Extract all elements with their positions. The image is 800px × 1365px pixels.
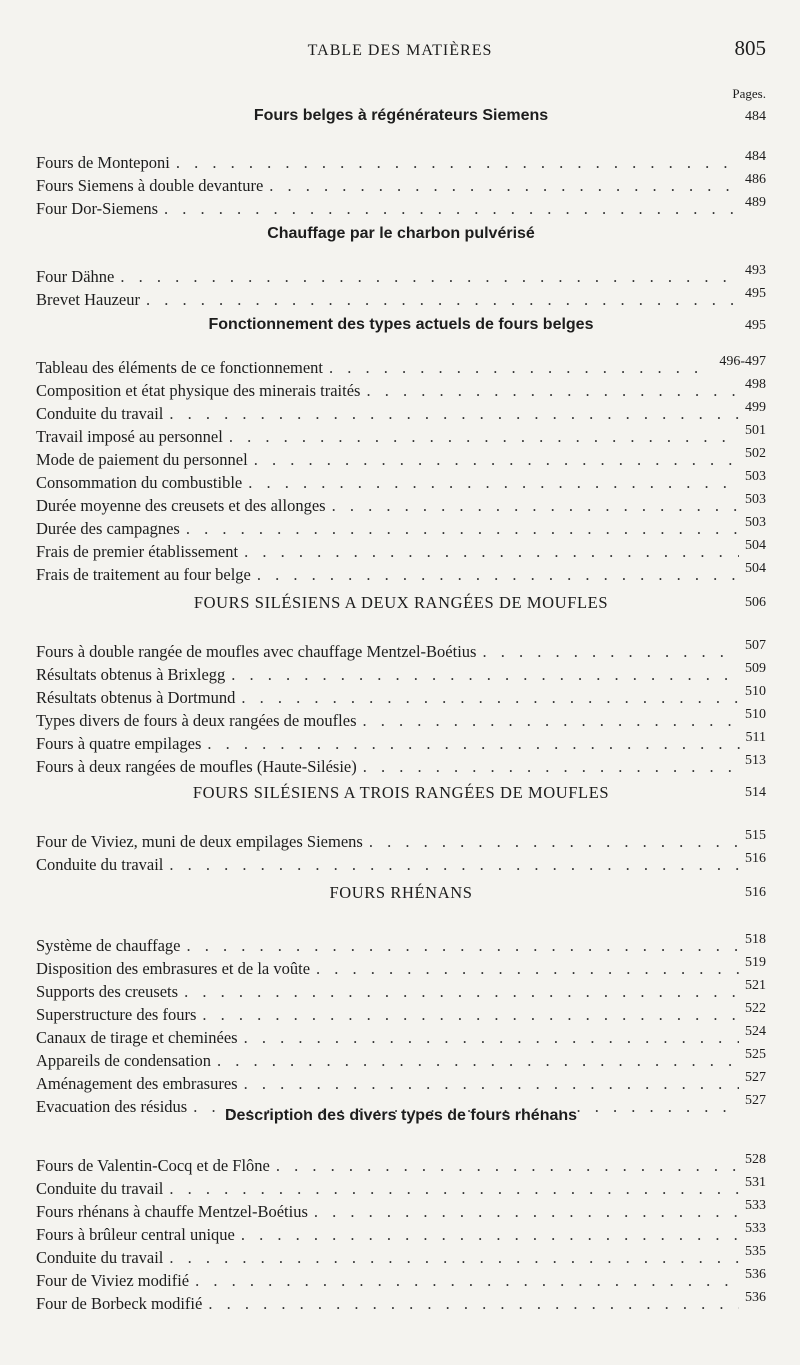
entry-page-number: 522 xyxy=(745,1001,766,1016)
entry-page-number: 527 xyxy=(745,1093,766,1108)
entry-page-number: 533 xyxy=(745,1221,766,1236)
section-heading xyxy=(36,783,766,805)
toc-entry xyxy=(36,849,766,875)
section-heading-text: Chauffage par le charbon pulvérisé xyxy=(267,225,535,242)
entry-page-number: 496-497 xyxy=(719,354,766,369)
toc-entry xyxy=(36,751,766,777)
entry-page-number: 533 xyxy=(745,1198,766,1213)
entry-title: Résultats obtenus à Brixlegg xyxy=(36,665,226,684)
entry-page-number: 518 xyxy=(745,932,766,947)
section-heading-text: Description des divers types de fours rhénans xyxy=(224,1107,578,1124)
entry-title: Système de chauffage xyxy=(36,936,181,955)
entry-title: Fours rhénans à chauffe Mentzel-Boétius xyxy=(36,1202,308,1221)
entry-page-number: 536 xyxy=(745,1290,766,1305)
entry-page-number: 515 xyxy=(745,828,766,843)
toc-entry xyxy=(36,284,766,310)
entry-title: Four de Borbeck modifié xyxy=(36,1294,203,1313)
entry-page-number: 511 xyxy=(745,730,766,745)
entry-page-number: 503 xyxy=(745,515,766,530)
entry-title: Evacuation des résidus xyxy=(36,1097,188,1116)
entry-title: Brevet Hauzeur xyxy=(36,290,140,309)
entry-page-number: 519 xyxy=(745,955,766,970)
section-heading xyxy=(36,883,766,905)
entry-page-number: 501 xyxy=(745,423,766,438)
entry-title: Mode de paiement du personnel xyxy=(36,450,248,469)
entry-title: Fours de Monteponi xyxy=(36,153,170,172)
entry-page-number: 531 xyxy=(745,1175,766,1190)
entry-title: Fours Siemens à double devanture xyxy=(36,176,264,195)
entry-title: Fours à quatre empilages xyxy=(36,734,202,753)
section-heading xyxy=(36,1107,766,1129)
entry-title: Consommation du combustible xyxy=(36,473,243,492)
dot-leader xyxy=(169,855,739,875)
section-heading-text: FOURS RHÉNANS xyxy=(329,883,473,902)
dot-leader xyxy=(146,290,739,310)
entry-page-number: 507 xyxy=(745,638,766,653)
entry-page-number: 504 xyxy=(745,538,766,553)
entry-title: Frais de premier établissement xyxy=(36,542,239,561)
dot-leader xyxy=(164,199,739,219)
section-heading xyxy=(36,107,766,129)
entry-title: Fours à deux rangées de moufles (Haute-Silésie) xyxy=(36,757,357,776)
entry-title: Travail imposé au personnel xyxy=(36,427,223,446)
entry-title: Conduite du travail xyxy=(36,1248,164,1267)
entry-title: Superstructure des fours xyxy=(36,1005,197,1024)
section-heading xyxy=(36,225,766,247)
entry-page-number: 503 xyxy=(745,469,766,484)
toc-entry xyxy=(36,1288,766,1314)
entry-page-number: 535 xyxy=(745,1244,766,1259)
entry-page-number: 513 xyxy=(745,753,766,768)
section-page-number: 484 xyxy=(745,109,766,124)
entry-title: Durée moyenne des creusets et des allonges xyxy=(36,496,326,515)
toc-entry xyxy=(36,193,766,219)
entry-page-number: 509 xyxy=(745,661,766,676)
entry-page-number: 489 xyxy=(745,195,766,210)
section-heading-text: Fours belges à régénérateurs Siemens xyxy=(253,107,549,124)
entry-page-number: 486 xyxy=(745,172,766,187)
entry-page-number: 495 xyxy=(745,286,766,301)
entry-title: Résultats obtenus à Dortmund xyxy=(36,688,236,707)
entry-page-number: 536 xyxy=(745,1267,766,1282)
entry-page-number: 503 xyxy=(745,492,766,507)
entry-page-number: 516 xyxy=(745,851,766,866)
entry-title: Four Dor-Siemens xyxy=(36,199,159,218)
entry-page-number: 528 xyxy=(745,1152,766,1167)
entry-page-number: 502 xyxy=(745,446,766,461)
section-page-number: 495 xyxy=(745,318,766,333)
entry-page-number: 504 xyxy=(745,561,766,576)
section-page-number: 506 xyxy=(745,595,766,610)
entry-title: Four de Viviez modifié xyxy=(36,1271,190,1290)
entry-page-number: 521 xyxy=(745,978,766,993)
entry-title: Conduite du travail xyxy=(36,404,164,423)
entry-title: Conduite du travail xyxy=(36,855,164,874)
section-heading-text: FOURS SILÉSIENS A TROIS RANGÉES DE MOUFLES xyxy=(192,783,610,802)
entry-title: Fours de Valentin-Cocq et de Flône xyxy=(36,1156,270,1175)
entry-page-number: 510 xyxy=(745,684,766,699)
entry-title: Frais de traitement au four belge xyxy=(36,565,251,584)
entry-page-number: 499 xyxy=(745,400,766,415)
entry-title: Aménagement des embrasures xyxy=(36,1074,238,1093)
entry-title: Fours à brûleur central unique xyxy=(36,1225,235,1244)
entry-page-number: 525 xyxy=(745,1047,766,1062)
entry-title: Tableau des éléments de ce fonctionnement xyxy=(36,358,324,377)
entry-title: Four de Viviez, muni de deux empilages Siemens xyxy=(36,832,363,851)
entry-page-number: 484 xyxy=(745,149,766,164)
section-heading xyxy=(36,316,766,338)
entry-page-number: 524 xyxy=(745,1024,766,1039)
toc-entry xyxy=(36,559,766,585)
entry-title: Disposition des embrasures et de la voûte xyxy=(36,959,311,978)
entry-page-number: 498 xyxy=(745,377,766,392)
entry-title: Types divers de fours à deux rangées de moufles xyxy=(36,711,357,730)
section-heading-text: Fonctionnement des types actuels de fours belges xyxy=(208,316,594,333)
entry-title: Supports des creusets xyxy=(36,982,179,1001)
running-title: TABLE DES MATIÈRES xyxy=(307,42,493,59)
dot-leader xyxy=(208,1294,739,1314)
entry-title: Durée des campagnes xyxy=(36,519,180,538)
entry-title: Four Dähne xyxy=(36,267,115,286)
section-page-number: 514 xyxy=(745,785,766,800)
section-heading-text: FOURS SILÉSIENS A DEUX RANGÉES DE MOUFLES xyxy=(193,593,609,612)
entry-title: Canaux de tirage et cheminées xyxy=(36,1028,238,1047)
entry-title: Fours à double rangée de moufles avec chauffage Mentzel-Boétius xyxy=(36,642,477,661)
entry-page-number: 493 xyxy=(745,263,766,278)
dot-leader xyxy=(257,565,739,585)
entry-title: Appareils de condensation xyxy=(36,1051,212,1070)
entry-page-number: 527 xyxy=(745,1070,766,1085)
entry-page-number: 510 xyxy=(745,707,766,722)
section-page-number: 516 xyxy=(745,885,766,900)
section-heading xyxy=(36,593,766,615)
page-number: 805 xyxy=(734,36,766,60)
pages-column-label: Pages. xyxy=(732,86,766,101)
entry-title: Composition et état physique des minerais traités xyxy=(36,381,361,400)
entry-title: Conduite du travail xyxy=(36,1179,164,1198)
dot-leader xyxy=(363,757,739,777)
